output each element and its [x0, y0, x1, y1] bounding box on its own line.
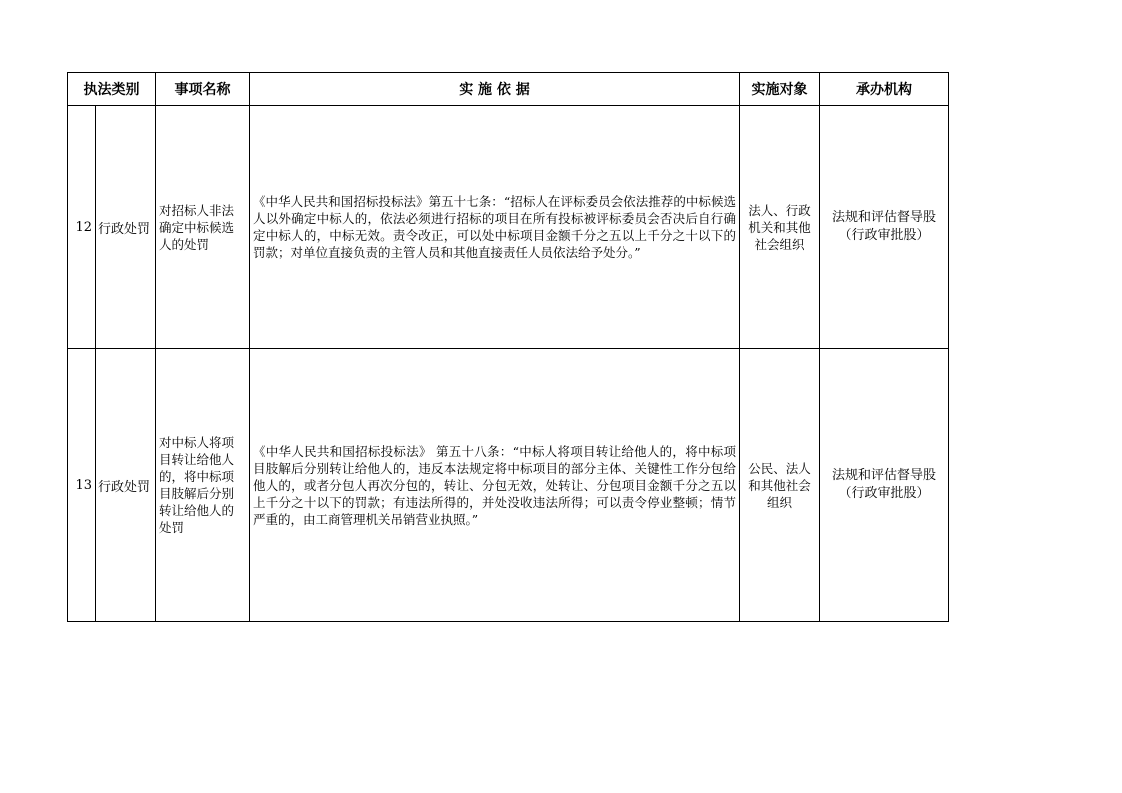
row-basis: 《中华人民共和国招标投标法》 第五十八条：“中标人将项目转让给他人的，将中标项目肢解后分别转让给他人的，违反本法规定将中标项目的部分主体、关键性工作分包给他人的，或者分包人再次分包的，转让、分包无效，处转让、分包项目金额千分之五以上千分之十以下的罚款；有违法所得的，并处没收违法所得；可以责令停业整顿；情节严重的，由工商管理机关吊销营业执照。”	[250, 349, 740, 622]
header-item: 事项名称	[156, 73, 250, 106]
row-category: 行政处罚	[96, 106, 156, 349]
header-org: 承办机构	[820, 73, 949, 106]
row-org-line2: （行政审批股）	[838, 228, 930, 243]
table-header-row	[68, 73, 949, 106]
table-row	[68, 349, 949, 622]
row-org	[820, 106, 949, 349]
header-target: 实施对象	[740, 73, 820, 106]
row-org	[820, 349, 949, 622]
row-item: 对中标人将项目转让给他人的，将中标项目肢解后分别转让给他人的处罚	[156, 349, 250, 622]
enforcement-table	[67, 72, 949, 622]
row-basis: 《中华人民共和国招标投标法》第五十七条：“招标人在评标委员会依法推荐的中标候选人以外确定中标人的，依法必须进行招标的项目在所有投标被评标委员会否决后自行确定中标人的，中标无效。责令改正，可以处中标项目金额千分之五以上千分之十以下的罚款；对单位直接负责的主管人员和其他直接责任人员依法给予处分。”	[250, 106, 740, 349]
row-org-line1: 法规和评估督导股	[831, 468, 936, 483]
row-category: 行政处罚	[96, 349, 156, 622]
table-row	[68, 106, 949, 349]
row-target: 公民、法人和其他社会组织	[740, 349, 820, 622]
header-category: 执法类别	[68, 73, 156, 106]
header-basis: 实 施 依 据	[250, 73, 740, 106]
row-number: 13	[68, 349, 96, 622]
row-target: 法人、行政机关和其他社会组织	[740, 106, 820, 349]
row-org-line2: （行政审批股）	[838, 486, 930, 501]
row-item: 对招标人非法确定中标候选人的处罚	[156, 106, 250, 349]
row-org-line1: 法规和评估督导股	[831, 210, 936, 225]
row-number: 12	[68, 106, 96, 349]
